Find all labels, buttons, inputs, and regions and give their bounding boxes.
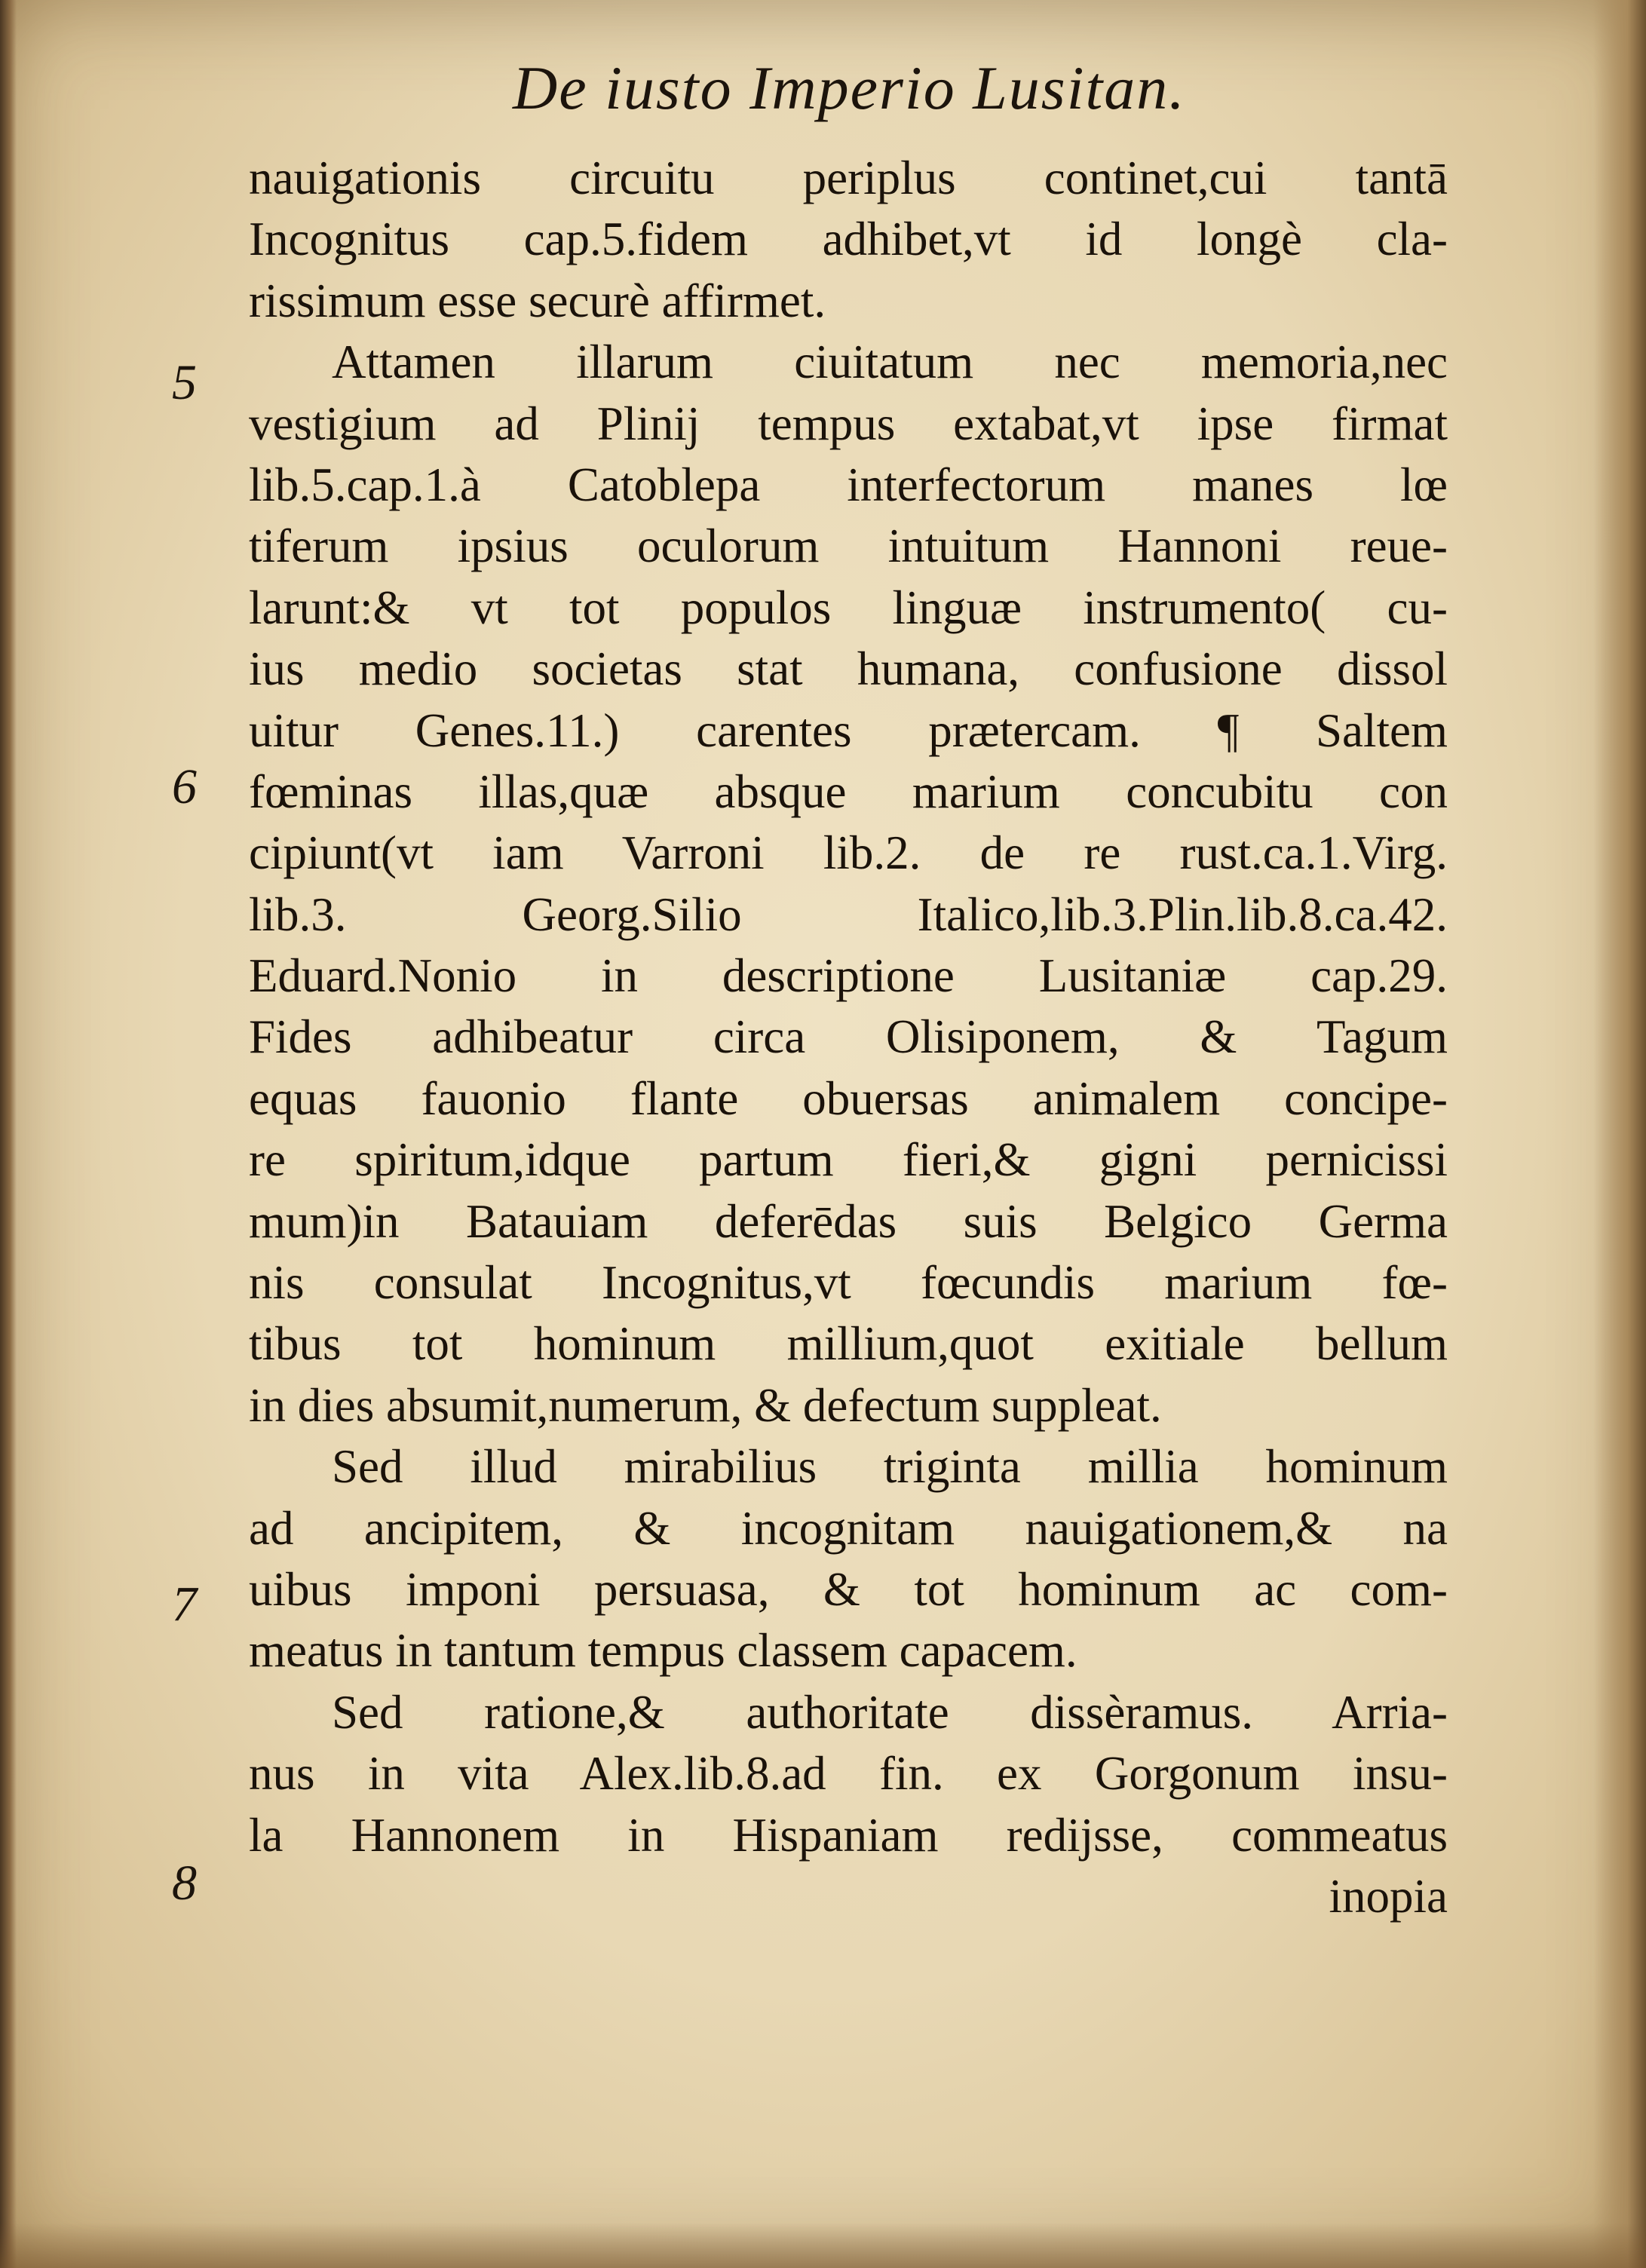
page-edge-shadow — [1593, 0, 1646, 2268]
page-gutter-shadow — [0, 0, 17, 2268]
text-line: Attamen illarum ciuitatum nec memoria,nec — [332, 336, 1448, 389]
text-line: nauigationis circuitu periplus continet,cui tantā — [249, 152, 1448, 204]
catchword: inopia — [1329, 1869, 1448, 1923]
text-line: Sed ratione,& authoritate dissèramus. Arria- — [332, 1685, 1448, 1739]
text-line: lib.3. Georg.Silio Italico,lib.3.Plin.lib.8.ca.42. — [249, 887, 1448, 941]
text-line: nus in vita Alex.lib.8.ad fin. ex Gorgonum insu- — [249, 1747, 1448, 1801]
text-line: cipiunt(vt iam Varroni lib.2. de re rust.ca.1.Virg. — [249, 826, 1448, 880]
text-line: Sed illud mirabilius triginta millia hominum — [332, 1440, 1448, 1494]
text-line: in dies absumit,numerum, & defectum suppleat. — [249, 1378, 1162, 1432]
text-line: fœminas illas,quæ absque marium concubitu con — [249, 765, 1448, 818]
text-line: re spiritum,idque partum fieri,& gigni pernicissi — [249, 1133, 1448, 1187]
text-line: tiferum ipsius oculorum intuitum Hannoni reue- — [249, 519, 1448, 573]
marginal-number-7: 7 — [172, 1577, 197, 1632]
text-line: mum)in Batauiam deferēdas suis Belgico Germa — [249, 1194, 1448, 1248]
text-line: meatus in tantum tempus classem capacem. — [249, 1624, 1077, 1678]
marginal-number-8: 8 — [172, 1856, 197, 1911]
marginal-number-5: 5 — [172, 355, 197, 410]
text-line: equas fauonio flante obuersas animalem concipe- — [249, 1071, 1448, 1125]
text-line: tibus tot hominum millium,quot exitiale bellum — [249, 1317, 1448, 1371]
text-line: Fides adhibeatur circa Olisiponem, & Tagum — [249, 1010, 1448, 1064]
body-text — [249, 148, 1448, 1927]
text-line: ius medio societas stat humana, confusione dissol — [249, 642, 1448, 696]
text-line: la Hannonem in Hispaniam redijsse, commeatus — [249, 1808, 1448, 1862]
text-line: ad ancipitem, & incognitam nauigationem,& na — [249, 1501, 1448, 1555]
text-line: nis consulat Incognitus,vt fœcundis marium fœ- — [249, 1256, 1448, 1310]
marginal-number-6: 6 — [172, 759, 197, 814]
page-bottom-shadow — [0, 2223, 1646, 2268]
text-line: larunt:& vt tot populos linguæ instrumento( cu- — [249, 581, 1448, 634]
text-line: Incognitus cap.5.fidem adhibet,vt id longè cla- — [249, 213, 1448, 266]
running-head: De iusto Imperio Lusitan. — [513, 54, 1186, 122]
text-line: Eduard.Nonio in descriptione Lusitaniæ cap.29. — [249, 949, 1448, 1003]
text-line: vestigium ad Plinij tempus extabat,vt ipse firmat — [249, 397, 1448, 450]
text-line: rissimum esse securè affirmet. — [249, 274, 826, 327]
text-line: uitur Genes.11.) carentes prætercam. ¶ Saltem — [249, 703, 1448, 757]
text-line: lib.5.cap.1.à Catoblepa interfectorum manes lœ — [249, 458, 1448, 511]
text-line: uibus imponi persuasa, & tot hominum ac com- — [249, 1562, 1448, 1616]
